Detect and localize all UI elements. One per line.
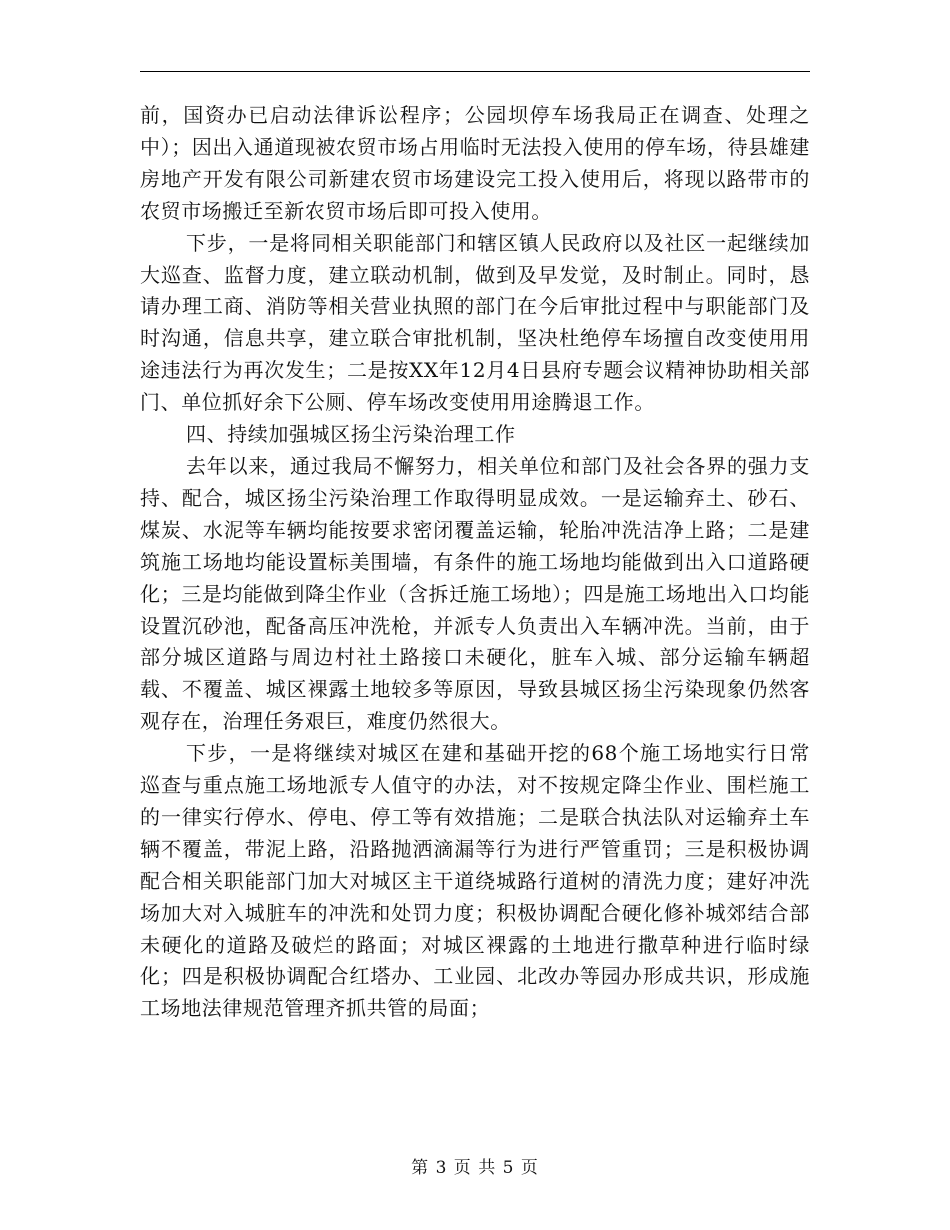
paragraph-dust-progress: 去年以来，通过我局不懈努力，相关单位和部门及社会各界的强力支持、配合，城区扬尘污染治理工作取得明显成效。一是运输弃土、砂石、煤炭、水泥等车辆均能按要求密闭覆盖运输，轮胎冲洗洁净上路；二是建筑施工场地均能设置标美围墙，有条件的施工场地均能做到出入口道路硬化；三是均能做到降尘作业（含拆迁施工场地）；四是施工场地出入口均能设置沉砂池，配备高压冲洗枪，并派专人负责出入车辆冲洗。当前，由于部分城区道路与周边村社土路接口未硬化，脏车入城、部分运输车辆超载、不覆盖、城区裸露土地较多等原因，导致县城区扬尘污染现象仍然客观存在，治理任务艰巨，难度仍然很大。	[140, 453, 810, 734]
page-label-suffix: 页	[520, 1158, 539, 1178]
paragraph-continuation: 前，国资办已启动法律诉讼程序；公园坝停车场我局正在调查、处理之中）；因出入通道现被农贸市场占用临时无法投入使用的停车场，待县雄建房地产开发有限公司新建农贸市场建设完工投入使用后，将现以路带市的农贸市场搬迁至新农贸市场后即可投入使用。	[140, 103, 810, 223]
paragraph-next-steps-parking: 下步，一是将同相关职能部门和辖区镇人民政府以及社区一起继续加大巡查、监督力度，建立联动机制，做到及早发觉，及时制止。同时，恳请办理工商、消防等相关营业执照的部门在今后审批过程中与职能部门及时沟通，信息共享，建立联合审批机制，坚决杜绝停车场擅自改变使用用途违法行为再次发生；二是按XX年12月4日县府专题会议精神协助相关部门、单位抓好余下公厕、停车场改变使用用途腾退工作。	[140, 230, 810, 415]
current-page-number: 3	[435, 1158, 448, 1178]
document-body	[140, 100, 810, 1025]
page-label-prefix: 第	[411, 1158, 430, 1178]
total-pages-number: 5	[502, 1158, 515, 1178]
page-footer	[0, 1153, 950, 1178]
section-heading-dust-control: 四、持续加强城区扬尘污染治理工作	[186, 422, 516, 447]
page-label-mid: 页 共	[453, 1158, 497, 1178]
paragraph-next-steps-dust: 下步，一是将继续对城区在建和基础开挖的68个施工场地实行日常巡查与重点施工场地派专人值守的办法，对不按规定降尘作业、围栏施工的一律实行停水、停电、停工等有效措施；二是联合执法队对运输弃土车辆不覆盖，带泥上路，沿路抛洒滴漏等行为进行严管重罚；三是积极协调配合相关职能部门加大对城区主干道绕城路行道树的清洗力度；建好冲洗场加大对入城脏车的冲洗和处罚力度；积极协调配合硬化修补城郊结合部未硬化的道路及破烂的路面；对城区裸露的土地进行撒草种进行临时绿化；四是积极协调配合红塔办、工业园、北改办等园办形成共识，形成施工场地法律规范管理齐抓共管的局面；	[140, 741, 810, 1021]
header-rule	[140, 71, 810, 72]
